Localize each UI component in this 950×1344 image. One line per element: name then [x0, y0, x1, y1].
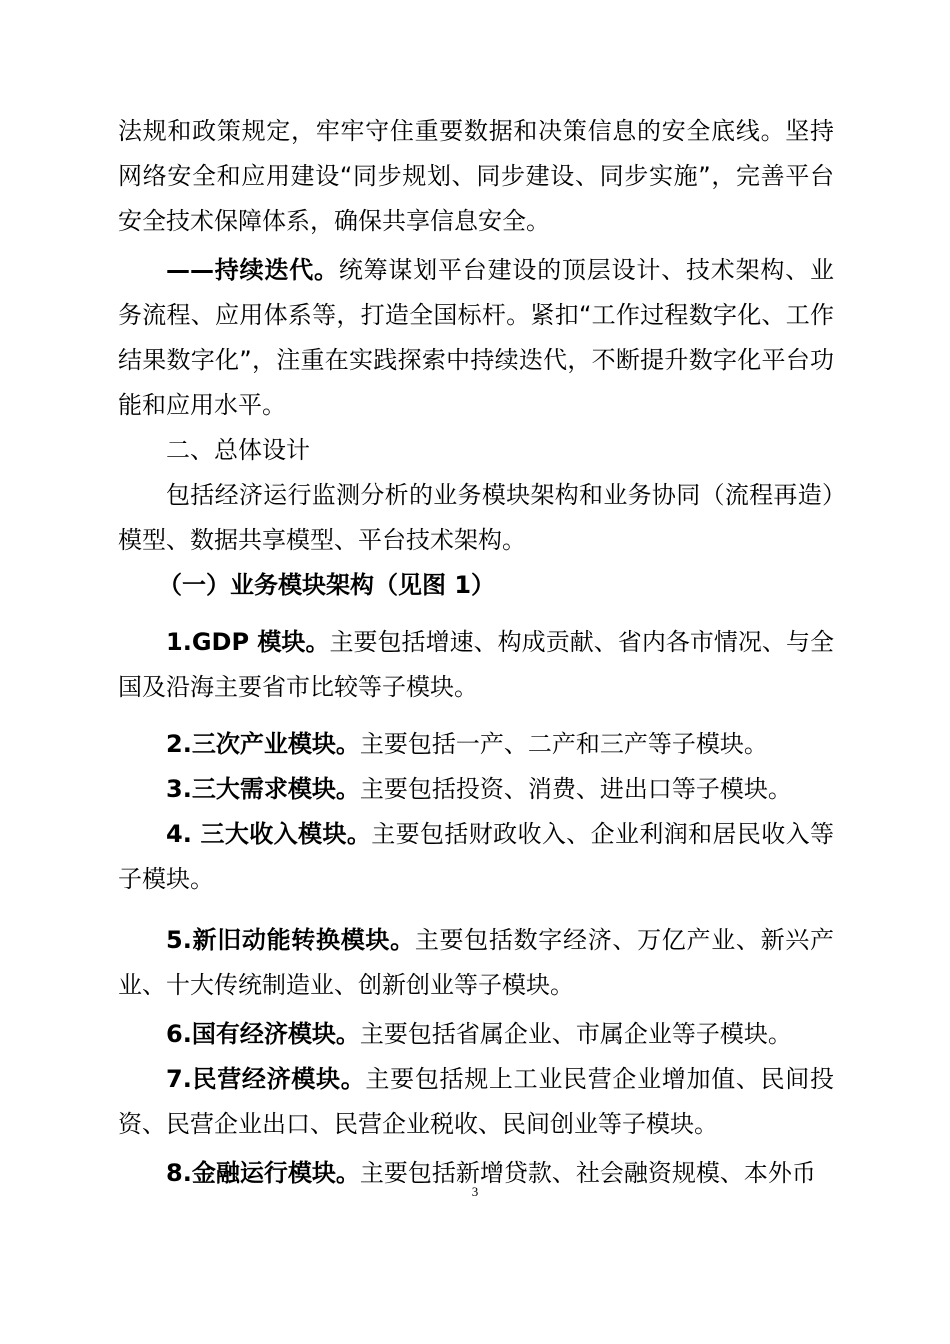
document-body	[118, 109, 834, 1196]
module-title: 4. 三大收入模块。	[166, 820, 372, 848]
module-title: 8.金融运行模块。	[166, 1159, 360, 1187]
module-item	[118, 767, 834, 812]
module-item	[118, 722, 834, 767]
module-body: 主要包括投资、消费、进出口等子模块。	[359, 775, 792, 803]
subsection-heading-module-architecture: （一）业务模块架构（见图 1）	[158, 571, 496, 599]
paragraph-overview: 包括经济运行监测分析的业务模块架构和业务协同（流程再造）模型、数据共享模型、平台技术架构。	[118, 481, 834, 554]
module-item	[118, 918, 834, 1008]
module-body: 主要包括一产、二产和三产等子模块。	[359, 730, 768, 758]
module-item	[118, 1057, 834, 1147]
page-number: 3	[471, 1184, 479, 1199]
module-body: 主要包括省属企业、市属企业等子模块。	[359, 1020, 792, 1048]
module-item	[118, 1012, 834, 1057]
module-item	[118, 620, 834, 710]
paragraph-security: 法规和政策规定，牢牢守住重要数据和决策信息的安全底线。坚持网络安全和应用建设“同步规划、同步建设、同步实施”，完善平台安全技术保障体系，确保共享信息安全。	[118, 117, 834, 235]
module-title: 3.三大需求模块。	[166, 775, 360, 803]
paragraph-iteration	[118, 248, 834, 428]
module-title: 2.三次产业模块。	[166, 730, 360, 758]
module-body: 主要包括增速、构成贡献、省内各市情况、与全国及沿海主要省市比较等子模块。	[118, 628, 834, 701]
module-title: 6.国有经济模块。	[166, 1020, 360, 1048]
section-heading-overall-design: 二、总体设计	[166, 436, 310, 464]
module-body: 主要包括财政收入、企业利润和居民收入等子模块。	[118, 820, 835, 893]
module-body: 主要包括规上工业民营企业增加值、民间投资、民营企业出口、民营企业税收、民间创业等子模块。	[118, 1065, 835, 1138]
module-body: 主要包括新增贷款、社会融资规模、本外币	[359, 1159, 816, 1187]
module-title: 1.GDP 模块。	[166, 628, 330, 656]
paragraph-iteration-body: 统筹谋划平台建设的顶层设计、技术架构、业务流程、应用体系等，打造全国标杆。紧扣“工作过程数字化、工作结果数字化”，注重在实践探索中持续迭代，不断提升数字化平台功能和应用水平。	[118, 256, 835, 419]
module-title: 5.新旧动能转换模块。	[166, 926, 415, 954]
module-item	[118, 812, 834, 902]
paragraph-iteration-lead: ——持续迭代。	[166, 256, 339, 284]
module-body: 主要包括数字经济、万亿产业、新兴产业、十大传统制造业、创新创业等子模块。	[118, 926, 834, 999]
module-title: 7.民营经济模块。	[166, 1065, 366, 1093]
